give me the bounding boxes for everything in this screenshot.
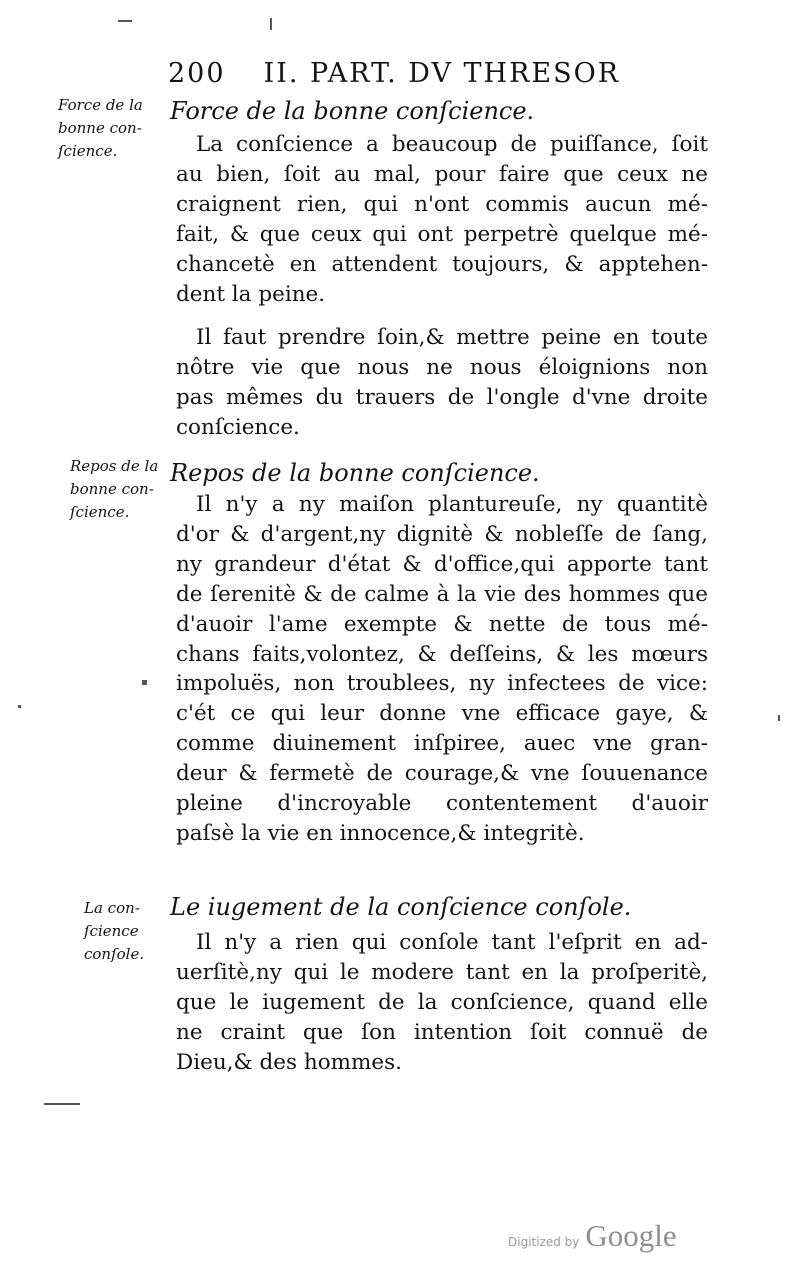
text-line: ne craint que ſon intention ſoit connuë de	[176, 1019, 708, 1045]
margin-note-line: Force de la	[58, 96, 143, 114]
text-line: de ſerenitè & de calme à la vie des hommes que	[176, 581, 708, 607]
text-line: chans faits,volontez, & deſſeins, & les mœurs	[176, 641, 708, 667]
paragraph	[176, 928, 708, 1078]
text-line: Il faut prendre ſoin,& mettre peine en toute	[196, 325, 708, 350]
section-heading: Force de la bonne conſcience.	[170, 97, 535, 125]
text-line: chancetè en attendent toujours, & apptehen-	[176, 251, 708, 277]
running-header	[168, 58, 688, 89]
text-line: Il n'y a ny maiſon plantureuſe, ny quantitè	[196, 492, 708, 517]
google-logo: Google	[585, 1218, 677, 1253]
text-line: d'or & d'argent,ny dignitè & nobleſſe de ſang,	[176, 521, 708, 547]
text-line: au bien, ſoit au mal, pour faire que ceux ne	[176, 161, 708, 187]
text-line: craignent rien, qui n'ont commis aucun mé-	[176, 191, 708, 217]
page-number: 200	[168, 58, 226, 89]
paragraph	[176, 130, 708, 309]
text-line: Dieu,& des hommes.	[176, 1049, 403, 1075]
text-line: c'ét ce qui leur donne vne efficace gaye, &	[176, 701, 708, 727]
text-line: uerſitè,ny qui le modere tant en la proſperitè,	[176, 959, 708, 985]
margin-note-repos	[70, 455, 180, 524]
text-line: deur & fermetè de courage,& vne ſouuenance	[176, 761, 708, 787]
text-line: Il n'y a rien qui conſole tant l'eſprit en ad-	[196, 930, 708, 955]
text-line: dent la peine.	[176, 281, 326, 307]
text-line: fait, & que ceux qui ont perpetrè quelque mé-	[176, 221, 708, 247]
margin-note-line: ſcience.	[70, 503, 130, 521]
text-line: La conſcience a beaucoup de puiſſance, ſoit	[196, 132, 708, 157]
scan-speck	[270, 18, 272, 30]
scan-speck	[44, 1103, 80, 1105]
digitized-label: Digitized by	[508, 1235, 580, 1249]
digitized-by-footer	[508, 1218, 677, 1254]
scan-speck	[118, 20, 132, 22]
margin-note-line: ſcience	[84, 922, 139, 940]
margin-note-line: La con-	[84, 899, 140, 917]
running-title: II. PART. DV THRESOR	[263, 58, 621, 89]
margin-note-line: bonne con-	[70, 480, 154, 498]
text-line: paſsè la vie en innocence,& integritè.	[176, 820, 585, 846]
paragraph	[176, 490, 708, 849]
scan-speck	[778, 715, 780, 721]
margin-note-line: Repos de la	[70, 457, 159, 475]
margin-note-line: conſole.	[84, 945, 145, 963]
section-heading: Le iugement de la conſcience conſole.	[170, 893, 632, 921]
text-line: d'auoir l'ame exempte & nette de tous mé-	[176, 611, 708, 637]
section-heading: Repos de la bonne conſcience.	[170, 459, 540, 487]
text-line: que le iugement de la conſcience, quand elle	[176, 989, 708, 1015]
text-line: ny grandeur d'état & d'office,qui apporte tant	[176, 551, 708, 577]
margin-note-line: bonne con-	[58, 119, 142, 137]
text-line: conſcience.	[176, 414, 300, 440]
scan-speck	[142, 680, 147, 685]
margin-note-force	[58, 94, 168, 163]
text-line: nôtre vie que nous ne nous éloignions non	[176, 354, 708, 380]
text-line: comme diuinement inſpiree, auec vne gran-	[176, 731, 708, 757]
text-line: impoluës, non troublees, ny infectees de vice:	[176, 671, 708, 697]
text-line: pleine d'incroyable contentement d'auoir	[176, 791, 708, 817]
text-line: pas mêmes du trauers de l'ongle d'vne droite	[176, 384, 708, 410]
margin-note-line: ſcience.	[58, 142, 118, 160]
scan-speck	[18, 705, 21, 708]
paragraph	[176, 323, 708, 443]
